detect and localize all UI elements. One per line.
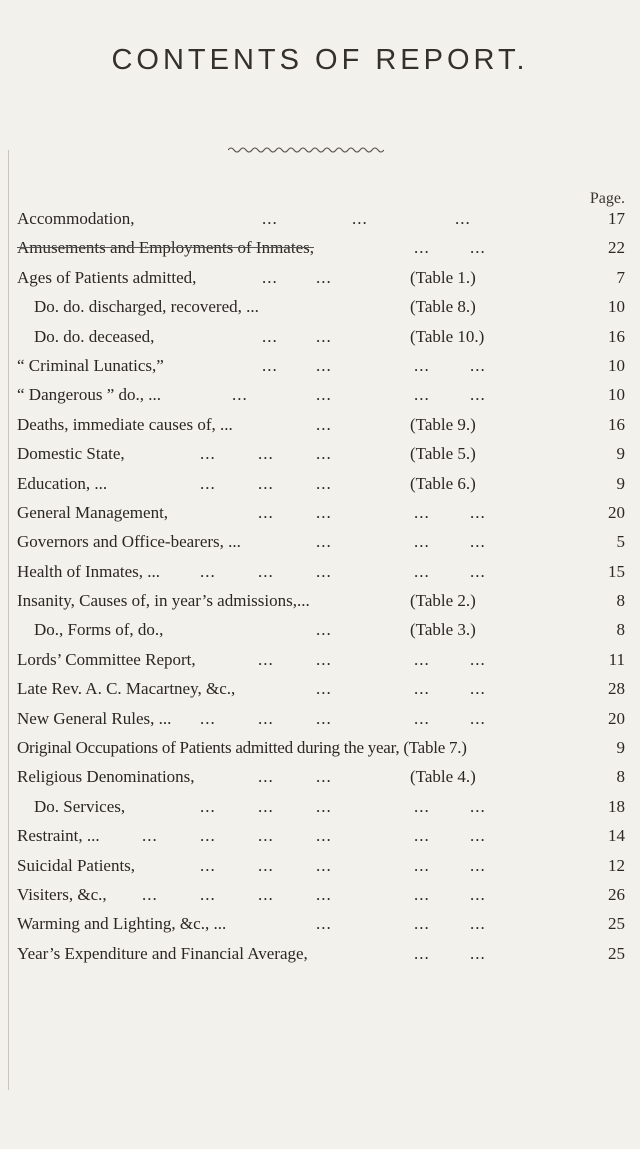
leader-dots: ...: [414, 884, 430, 904]
contents-row: [0, 821, 640, 850]
entry-label: Year’s Expenditure and Financial Average,: [17, 943, 308, 963]
entry-page: 11: [608, 649, 625, 669]
leader-dots: ...: [316, 767, 332, 787]
entry-label: Visiters, &c.,: [17, 884, 107, 904]
contents-row: [0, 733, 640, 762]
contents-row: [0, 557, 640, 586]
leader-dots: ...: [455, 209, 471, 228]
leader-dots: ...: [470, 855, 486, 875]
entry-label: Ages of Patients admitted,: [17, 267, 197, 287]
leader-dots: ...: [470, 708, 486, 728]
leader-dots: ...: [258, 502, 274, 522]
entry-table-ref: (Table 8.): [410, 297, 476, 317]
leader-dots: ...: [316, 355, 332, 375]
entry-page: 10: [608, 355, 625, 375]
entry-table-ref: (Table 1.): [410, 267, 476, 287]
leader-dots: ...: [262, 326, 278, 346]
entry-label: Original Occupations of Patients admitted during the year, (Table 7.): [17, 738, 467, 758]
leader-dots: ...: [316, 385, 332, 405]
entry-page: 8: [616, 591, 625, 611]
contents-row: [0, 410, 640, 439]
entry-page: 15: [608, 561, 625, 581]
leader-dots: ...: [316, 884, 332, 904]
leader-dots: ...: [262, 355, 278, 375]
contents-row: [0, 469, 640, 498]
entry-table-ref: (Table 6.): [410, 473, 476, 493]
leader-dots: ...: [316, 414, 332, 434]
leader-dots: ...: [258, 708, 274, 728]
leader-dots: ...: [258, 796, 274, 816]
page-column-header: Page.: [589, 190, 625, 207]
entry-label: General Management,: [17, 502, 169, 522]
leader-dots: ...: [258, 826, 274, 846]
entry-label: New General Rules, ...: [17, 708, 172, 728]
leader-dots: ...: [414, 532, 430, 552]
contents-row: [0, 615, 640, 644]
leader-dots: ...: [200, 855, 216, 875]
leader-dots: ...: [316, 502, 332, 522]
leader-dots: ...: [414, 914, 430, 934]
contents-row: [0, 351, 640, 380]
leader-dots: ...: [258, 444, 274, 464]
leader-dots: ...: [200, 473, 216, 493]
contents-row: [0, 792, 640, 821]
leader-dots: ...: [316, 326, 332, 346]
leader-dots: ...: [316, 473, 332, 493]
entry-label: Education, ...: [17, 473, 108, 493]
leader-dots: ...: [232, 385, 248, 405]
entry-label: “ Criminal Lunatics,”: [17, 355, 164, 375]
entry-page: 7: [616, 267, 625, 287]
entry-label: Accommodation,: [17, 209, 135, 228]
leader-dots: ...: [470, 796, 486, 816]
entry-label: Religious Denominations,: [17, 767, 195, 787]
contents-row: [0, 909, 640, 938]
leader-dots: ...: [258, 649, 274, 669]
leader-dots: ...: [262, 209, 278, 228]
leader-dots: ...: [316, 444, 332, 464]
page-title: CONTENTS OF REPORT.: [111, 44, 529, 76]
entry-label: Do. do. discharged, recovered, ...: [34, 297, 259, 317]
leader-dots: ...: [414, 385, 430, 405]
leader-dots: ...: [316, 561, 332, 581]
entry-page: 25: [608, 943, 625, 963]
entry-page: 9: [616, 444, 625, 464]
entry-label: Do. do. deceased,: [34, 326, 155, 346]
entry-table-ref: (Table 10.): [410, 326, 485, 346]
contents-row: [0, 527, 640, 556]
leader-dots: ...: [414, 649, 430, 669]
leader-dots: ...: [470, 238, 486, 258]
leader-dots: ...: [414, 796, 430, 816]
leader-dots: ...: [470, 884, 486, 904]
leader-dots: ...: [316, 649, 332, 669]
entry-label: Deaths, immediate causes of, ...: [17, 414, 233, 434]
leader-dots: ...: [470, 943, 486, 963]
entry-table-ref: (Table 3.): [410, 620, 476, 640]
entry-table-ref: (Table 2.): [410, 591, 476, 611]
entry-page: 14: [608, 826, 625, 846]
contents-row: [0, 762, 640, 791]
leader-dots: ...: [470, 826, 486, 846]
contents-row: [0, 674, 640, 703]
entry-page: 9: [616, 473, 625, 493]
entry-page: 12: [608, 855, 625, 875]
leader-dots: ...: [414, 708, 430, 728]
leader-dots: ...: [470, 561, 486, 581]
entry-label: Do. Services,: [34, 796, 126, 816]
contents-row: [0, 263, 640, 292]
entry-page: 5: [616, 532, 625, 552]
contents-row: [0, 292, 640, 321]
entry-page: 10: [608, 297, 625, 317]
entry-label: “ Dangerous ” do., ...: [17, 385, 161, 405]
contents-row: [0, 704, 640, 733]
entry-page: 9: [616, 738, 625, 758]
contents-row: [0, 880, 640, 909]
leader-dots: ...: [316, 267, 332, 287]
contents-row: [0, 380, 640, 409]
entry-label: Lords’ Committee Report,: [17, 649, 196, 669]
leader-dots: ...: [258, 473, 274, 493]
leader-dots: ...: [316, 620, 332, 640]
leader-dots: ...: [316, 914, 332, 934]
leader-dots: ...: [414, 502, 430, 522]
leader-dots: ...: [316, 826, 332, 846]
contents-row: [0, 322, 640, 351]
contents-row: [0, 204, 640, 233]
leader-dots: ...: [414, 561, 430, 581]
leader-dots: ...: [142, 826, 158, 846]
leader-dots: ...: [414, 943, 430, 963]
contents-row: [0, 233, 640, 262]
entry-label: Restraint, ...: [17, 826, 100, 846]
entry-page: 8: [616, 767, 625, 787]
leader-dots: ...: [316, 796, 332, 816]
leader-dots: ...: [316, 855, 332, 875]
leader-dots: ...: [200, 826, 216, 846]
contents-row: [0, 645, 640, 674]
leader-dots: ...: [200, 561, 216, 581]
contents-row: [0, 439, 640, 468]
entry-page: 26: [608, 884, 625, 904]
leader-dots: ...: [142, 884, 158, 904]
entry-page: 16: [608, 326, 625, 346]
entry-page: 18: [608, 796, 625, 816]
entry-table-ref: (Table 4.): [410, 767, 476, 787]
leader-dots: ...: [470, 532, 486, 552]
entry-table-ref: (Table 5.): [410, 444, 476, 464]
entry-page: 16: [608, 414, 625, 434]
entry-label: Governors and Office-bearers, ...: [17, 532, 241, 552]
leader-dots: ...: [414, 855, 430, 875]
entry-label: Domestic State,: [17, 444, 125, 464]
entry-page: 20: [608, 708, 625, 728]
entry-page: 17: [608, 209, 625, 228]
leader-dots: ...: [258, 767, 274, 787]
leader-dots: ...: [414, 355, 430, 375]
contents-row: [0, 851, 640, 880]
contents-row: [0, 586, 640, 615]
wavy-divider: [228, 146, 384, 154]
leader-dots: ...: [200, 708, 216, 728]
leader-dots: ...: [470, 502, 486, 522]
entry-label: Amusements and Employments of Inmates,: [17, 238, 314, 258]
leader-dots: ...: [414, 679, 430, 699]
entry-page: 25: [608, 914, 625, 934]
leader-dots: ...: [316, 532, 332, 552]
entry-label: Suicidal Patients,: [17, 855, 136, 875]
entry-label: Do., Forms of, do.,: [34, 620, 164, 640]
entry-page: 10: [608, 385, 625, 405]
entry-page: 28: [608, 679, 625, 699]
leader-dots: ...: [414, 238, 430, 258]
entry-label: Health of Inmates, ...: [17, 561, 161, 581]
entry-page: 8: [616, 620, 625, 640]
leader-dots: ...: [470, 914, 486, 934]
entry-page: 20: [608, 502, 625, 522]
entry-label: Warming and Lighting, &c., ...: [17, 914, 227, 934]
entry-label: Late Rev. A. C. Macartney, &c.,: [17, 679, 236, 699]
leader-dots: ...: [470, 649, 486, 669]
leader-dots: ...: [470, 385, 486, 405]
leader-dots: ...: [352, 209, 368, 228]
leader-dots: ...: [414, 826, 430, 846]
contents-row: [0, 939, 640, 968]
leader-dots: ...: [316, 708, 332, 728]
leader-dots: ...: [258, 561, 274, 581]
leader-dots: ...: [316, 679, 332, 699]
leader-dots: ...: [200, 884, 216, 904]
leader-dots: ...: [470, 355, 486, 375]
leader-dots: ...: [470, 679, 486, 699]
leader-dots: ...: [258, 855, 274, 875]
leader-dots: ...: [258, 884, 274, 904]
entry-table-ref: (Table 9.): [410, 414, 476, 434]
leader-dots: ...: [200, 444, 216, 464]
contents-row: [0, 498, 640, 527]
leader-dots: ...: [262, 267, 278, 287]
contents-list: [0, 204, 640, 968]
entry-label: Insanity, Causes of, in year’s admissions,...: [17, 591, 310, 611]
entry-page: 22: [608, 238, 625, 258]
leader-dots: ...: [200, 796, 216, 816]
